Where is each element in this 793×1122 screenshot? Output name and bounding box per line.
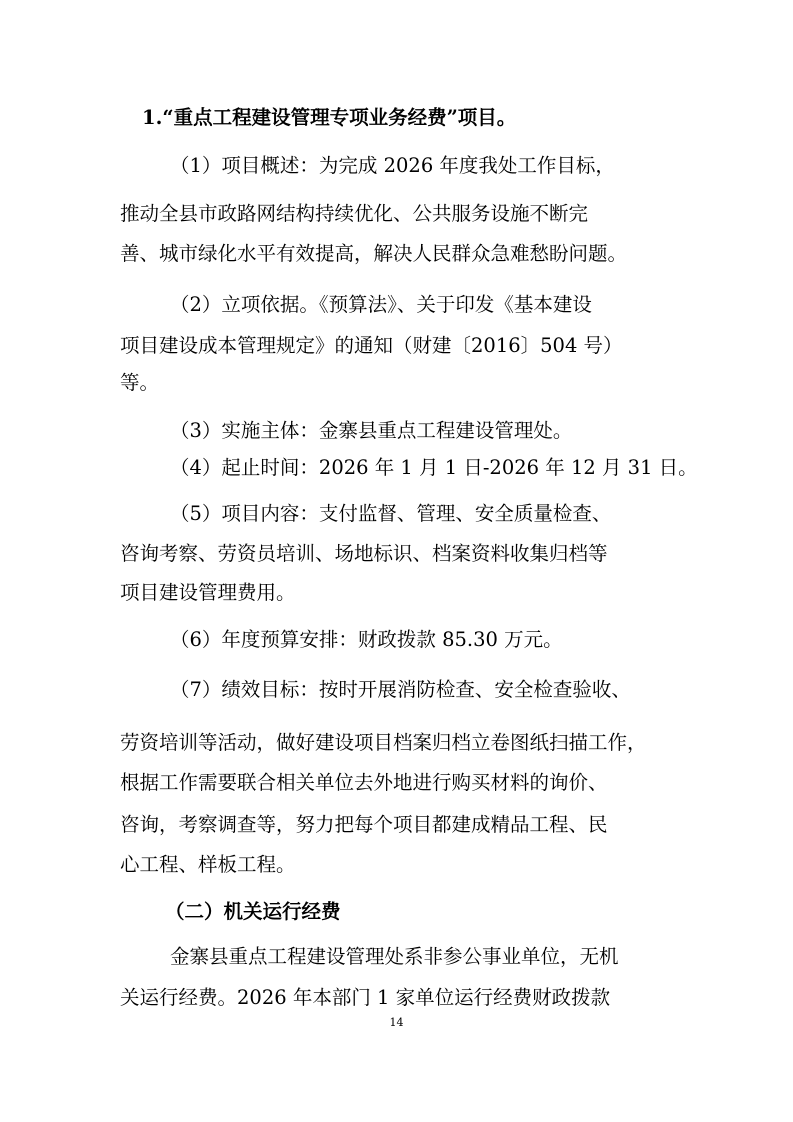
paragraph-line: （2）立项依据。《预算法》、关于印发《基本建设 <box>170 293 592 316</box>
paragraph-line: 推动全县市政路网结构持续优化、公共服务设施不断完 <box>120 202 589 225</box>
paragraph-line: 咨询考察、劳资员培训、场地标识、档案资料收集归档等 <box>120 542 608 565</box>
paragraph-line: （1）项目概述：为完成 2026 年度我处工作目标， <box>170 154 615 177</box>
paragraph-line: （4）起止时间：2026 年 1 月 1 日-2026 年 12 月 31 日。 <box>170 456 698 479</box>
paragraph-line: 关运行经费。2026 年本部门 1 家单位运行经费财政拨款 <box>120 986 611 1009</box>
paragraph-line: 金寨县重点工程建设管理处系非参公事业单位，无机 <box>170 945 619 968</box>
paragraph-line: 咨询，考察调查等，努力把每个项目都建成精品工程、民 <box>120 813 608 836</box>
paragraph-line: 善、城市绿化水平有效提高，解决人民群众急难愁盼问题。 <box>120 242 628 265</box>
paragraph-line: 心工程、样板工程。 <box>120 853 296 876</box>
paragraph-line: （3）实施主体：金寨县重点工程建设管理处。 <box>170 419 573 442</box>
paragraph-line: 劳资培训等活动，做好建设项目档案归档立卷图纸扫描工作， <box>120 731 647 754</box>
paragraph-line: 根据工作需要联合相关单位去外地进行购买材料的询价、 <box>120 771 608 794</box>
section-heading: （二）机关运行经费 <box>165 900 341 923</box>
paragraph-line: （7）绩效目标：按时开展消防检查、安全检查验收、 <box>170 678 631 701</box>
paragraph-line: （5）项目内容：支付监督、管理、安全质量检查、 <box>170 502 612 525</box>
page-number: 14 <box>389 1016 404 1029</box>
paragraph-line: 项目建设成本管理规定》的通知（财建〔2016〕504 号） <box>120 334 623 357</box>
paragraph-line: 等。 <box>120 371 160 394</box>
project-heading: 1.“重点工程建设管理专项业务经费”项目。 <box>142 106 517 129</box>
paragraph-line: 项目建设管理费用。 <box>120 581 296 604</box>
paragraph-line: （6）年度预算安排：财政拨款 85.30 万元。 <box>170 628 563 651</box>
